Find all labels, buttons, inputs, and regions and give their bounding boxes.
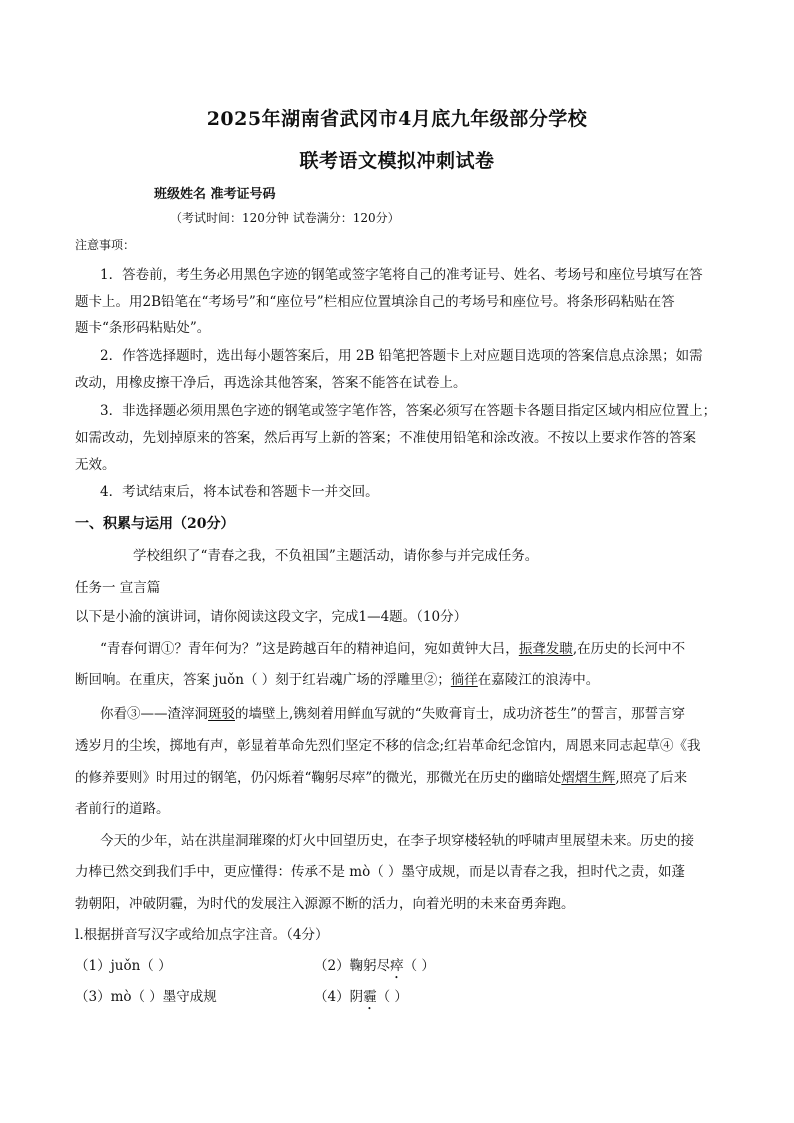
notice-item-3-line-2: 如需改动，先划掉原来的答案，然后再写上新的答案；不准使用铅笔和涂改液。不按以上要求作答的答案 xyxy=(75,430,696,446)
passage-p2-line-4: 者前行的道路。 xyxy=(75,801,170,817)
passage-p3-line-2: 力棒已然交到我们手中，更应懂得：传承不是 mò（ ）墨守成规，而是以青春之我，担时代之责，如蓬 xyxy=(75,864,686,880)
passage-text: 断回响。在重庆，答案 juǒn（ ）刻于红岩魂广场的浮雕里②； xyxy=(75,672,451,688)
option-text: （ ） xyxy=(376,989,408,1005)
underlined-word: 振聋发聩 xyxy=(518,641,573,657)
passage-text: 的修养要则》时用过的钢笔，仍闪烁着“鞠躬尽瘁”的微光，那微光在历史的幽暗处 xyxy=(75,770,562,786)
passage-p2-line-1 xyxy=(100,706,685,722)
notice-item-3-line-3: 无效。 xyxy=(75,457,116,473)
task-1-instructions: 以下是小渝的演讲词，请你阅读这段文字，完成1—4题。（10分） xyxy=(75,609,468,625)
notice-item-1-line-2: 题卡上。用2B铅笔在“考场号”和“座位号”栏相应位置填涂自己的考场号和座位号。将条形码粘贴在答 xyxy=(75,294,675,310)
question-1-stem: l.根据拼音写汉字或给加点字注音。（4分） xyxy=(75,927,329,943)
underlined-word: 斑驳 xyxy=(208,706,235,722)
student-info-line: 班级姓名 准考证号码 xyxy=(154,187,276,202)
question-1-option-3: （3）mò（ ）墨守成规 xyxy=(75,989,217,1005)
passage-text: 你看③——渣滓洞 xyxy=(100,706,208,722)
passage-p2-line-2: 透岁月的尘埃，掷地有声，彰显着革命先烈们坚定不移的信念;红岩革命纪念馆内，周恩来同志起草④《我 xyxy=(75,738,701,754)
section-1-heading: 一、积累与运用（20分） xyxy=(75,516,235,532)
underlined-word: 徜徉 xyxy=(450,672,478,688)
task-1-label: 任务一 宣言篇 xyxy=(75,580,161,596)
question-1-option-2 xyxy=(314,958,435,982)
passage-p2-line-3 xyxy=(75,770,687,786)
passage-text: ,在历史的长河中不 xyxy=(572,641,686,657)
passage-text: 的墙壁上,镌刻着用鲜血写就的“失败膏肓士，成功济苍生”的誓言，那誓言穿 xyxy=(235,706,686,722)
passage-text: 在嘉陵江的浪涛中。 xyxy=(477,672,600,688)
passage-p3-line-3: 勃朝阳，冲破阴霾，为时代的发展注入源源不断的活力，向着光明的未来奋勇奔跑。 xyxy=(75,896,575,912)
option-text: （2）鞠躬尽 xyxy=(314,958,391,974)
exam-title-line2: 联考语文模拟冲刺试卷 xyxy=(299,150,495,172)
notice-item-4-line-1: 4．考试结束后，将本试卷和答题卡一并交回。 xyxy=(100,484,379,500)
question-1-option-1: （1）juǒn（ ） xyxy=(75,958,172,974)
notice-item-1-line-1: 1．答卷前，考生务必用黑色字迹的钢笔或签字笔将自己的准考证号、姓名、考场号和座位号填写在答 xyxy=(100,267,703,283)
passage-text: “青春何谓①？青年何为？”这是跨越百年的精神追问，宛如黄钟大吕， xyxy=(100,641,519,657)
question-1-option-4 xyxy=(314,989,408,1013)
option-text: （4）阴 xyxy=(314,989,364,1005)
dotted-character: 瘁 xyxy=(390,958,404,974)
passage-p1-line-1 xyxy=(100,641,685,657)
activity-intro: 学校组织了“青春之我，不负祖国”主题活动，请你参与并完成任务。 xyxy=(133,548,539,564)
passage-p3-line-1: 今天的少年，站在洪崖洞璀璨的灯火中回望历史，在李子坝穿楼轻轨的呼啸声里展望未来。历史的接 xyxy=(100,833,694,849)
notice-item-2-line-2: 改动，用橡皮擦干净后，再选涂其他答案，答案不能答在试卷上。 xyxy=(75,375,467,391)
dotted-character: 霾 xyxy=(363,989,377,1005)
exam-title-line1: 2025年湖南省武冈市4月底九年级部分学校 xyxy=(206,108,588,130)
notice-heading: 注意事项： xyxy=(75,238,136,252)
notice-item-3-line-1: 3．非选择题必须用黑色字迹的钢笔或签字笔作答，答案必须写在答题卡各题目指定区域内相应位置上； xyxy=(100,403,717,419)
notice-item-1-line-3: 题卡“条形码粘贴处”。 xyxy=(75,320,211,336)
underlined-word: 熠熠生辉 xyxy=(561,770,616,786)
option-text: （ ） xyxy=(403,958,435,974)
passage-p1-line-2 xyxy=(75,672,599,688)
exam-time-info: （考试时间：120分钟 试卷满分：120分） xyxy=(170,211,400,225)
passage-text: ,照亮了后来 xyxy=(615,770,688,786)
notice-item-2-line-1: 2．作答选择题时，选出每小题答案后，用 2B 铅笔把答题卡上对应题目选项的答案信息点涂黑；如需 xyxy=(100,348,703,364)
